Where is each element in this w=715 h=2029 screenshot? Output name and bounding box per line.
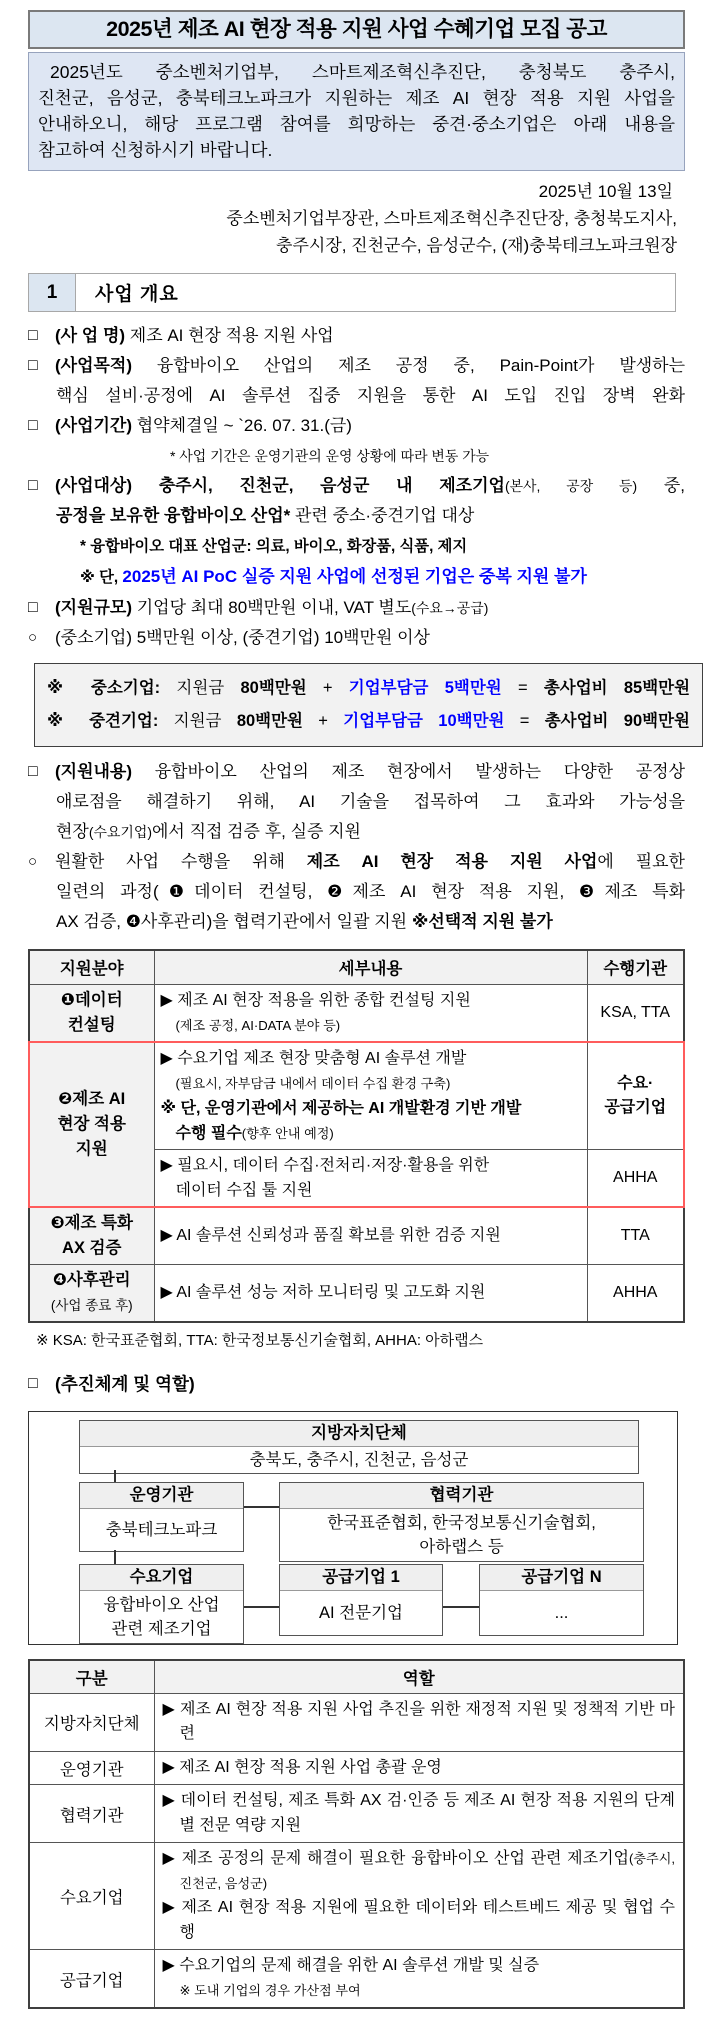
overview-line-continuation: AX 검증, ❹사후관리)을 협력기관에서 일괄 지원 ※선택적 지원 불가 bbox=[56, 912, 553, 931]
org-cell: 수요· 공급기업 bbox=[587, 1042, 684, 1150]
overview-line-content: □ (지원내용) 융합바이오 산업의 제조 현장에서 발생하는 다양한 공정상 bbox=[28, 757, 685, 787]
signers-line-2: 충주시장, 진천군수, 음성군수, (재)충북테크노파크원장 bbox=[276, 236, 677, 255]
document-title: 2025년 제조 AI 현장 적용 지원 사업 수혜기업 모집 공고 bbox=[106, 17, 607, 41]
roles-table-header-row bbox=[29, 1660, 684, 1694]
table-row-post-management: ❹사후관리 (사업 종료 후) ▶ AI 솔루션 성능 저하 모니터링 및 고도화 지원 AHHA bbox=[29, 1264, 684, 1322]
section-1-title: 사업 개요 bbox=[95, 284, 179, 305]
col-header-category: 구분 bbox=[29, 1660, 154, 1694]
col-header-detail: 세부내용 bbox=[154, 950, 587, 984]
org-cell: AHHA bbox=[587, 1149, 684, 1207]
intro-line: 안내하오니, 해당 프로그램 참여를 희망하는 중견·중소기업은 아래 내용을 bbox=[38, 114, 675, 134]
col-header-role: 역할 bbox=[154, 1660, 684, 1694]
square-bullet-icon: □ bbox=[28, 599, 38, 616]
overview-line-minimum: ○ (중소기업) 5백만원 이상, (중견기업) 10백만원 이상 bbox=[28, 623, 685, 653]
org-box-supplier-n: 공급기업 N ... bbox=[479, 1564, 644, 1636]
org-cell: TTA bbox=[587, 1207, 684, 1265]
overview-section bbox=[28, 321, 691, 937]
section-1-header bbox=[28, 273, 676, 312]
cost-line-midsize: ※ 중견기업: 지원금 80백만원 + 기업부담금 10백만원 = 총사업비 90백만원 bbox=[47, 712, 690, 730]
table-row-data-consulting: ❶데이터 컨설팅 ▶ 제조 AI 현장 적용을 위한 종합 컨설팅 지원 (제조 공정, AI·DATA 분야 등) KSA, TTA bbox=[29, 984, 684, 1042]
overview-line-name: □ (사 업 명) 제조 AI 현장 적용 지원 사업 bbox=[28, 321, 685, 351]
roles-row-supplier: 공급기업 ▶ 수요기업의 문제 해결을 위한 AI 솔루션 개발 및 실증 ※ 도내 기업의 경우 가산점 부여 bbox=[29, 1950, 684, 2009]
intro-line: 참고하여 신청하시기 바랍니다. bbox=[38, 140, 273, 160]
overview-line-continuation: 공정을 보유한 융합바이오 산업* 관련 중소·중견기업 대상 bbox=[56, 506, 475, 525]
square-bullet-icon: □ bbox=[28, 417, 38, 434]
section-1-number: 1 bbox=[29, 274, 76, 311]
org-box-partners: 협력기관 한국표준협회, 한국정보통신기술협회, 아하랩스 등 bbox=[279, 1482, 644, 1562]
overview-note-duplicate: ※ 단, 2025년 AI PoC 실증 지원 사업에 선정된 기업은 중복 지원 불가 bbox=[80, 567, 587, 586]
circle-bullet-icon: ○ bbox=[28, 629, 38, 646]
document-title-box bbox=[28, 10, 685, 49]
overview-line-process: ○ 원활한 사업 수행을 위해 제조 AI 현장 적용 지원 사업에 필요한 bbox=[28, 847, 685, 877]
square-bullet-icon: □ bbox=[28, 357, 38, 374]
support-table bbox=[28, 949, 685, 1323]
table-footnote: ※ KSA: 한국표준협회, TTA: 한국정보통신기술협회, AHHA: 아하랩스 bbox=[36, 1331, 484, 1349]
col-header-org: 수행기관 bbox=[587, 950, 684, 984]
intro-line: 진천군, 음성군, 충북테크노파크가 지원하는 제조 AI 현장 적용 지원 사업을 bbox=[38, 88, 675, 108]
overview-line-continuation: 애로점을 해결하기 위해, AI 기술을 접목하여 그 효과와 가능성을 bbox=[56, 792, 685, 811]
org-cell: AHHA bbox=[587, 1264, 684, 1322]
connector-line bbox=[244, 1506, 279, 1508]
roles-row-demand-company: 수요기업 ▶ 제조 공정의 문제 해결이 필요한 융합바이오 산업 관련 제조기업(충주시, 진천군, 음성군) ▶ 제조 AI 현장 적용 지원에 필요한 데이터와 테스트베드 제공 및 협업 수행 bbox=[29, 1843, 684, 1950]
table-row-ax-verification: ❸제조 특화 AX 검증 ▶ AI 솔루션 신뢰성과 품질 확보를 위한 검증 지원 TTA bbox=[29, 1207, 684, 1265]
square-bullet-icon: □ bbox=[28, 763, 38, 780]
connector-line bbox=[114, 1550, 116, 1565]
col-header-field: 지원분야 bbox=[29, 950, 154, 984]
overview-line-purpose: □ (사업목적) 융합바이오 산업의 제조 공정 중, Pain-Point가 발생하는 bbox=[28, 351, 685, 381]
overview-line-continuation: 핵심 설비·공정에 AI 솔루션 집중 지원을 통한 AI 도입 진입 장벽 완화 bbox=[56, 386, 685, 405]
connector-line bbox=[443, 1606, 479, 1608]
org-box-local-gov: 지방자치단체 충북도, 충주시, 진천군, 음성군 bbox=[79, 1420, 639, 1474]
intro-line: 2025년도 중소벤처기업부, 스마트제조혁신추진단, 충청북도 충주시, bbox=[50, 62, 675, 82]
announcement-date: 2025년 10월 13일 bbox=[538, 182, 673, 201]
roles-table bbox=[28, 1659, 685, 2010]
cost-note-box bbox=[34, 663, 703, 747]
table-row-ai-field-apply-b: ▶ 필요시, 데이터 수집·전처리·저장·활용을 위한 데이터 수집 툴 지원 AHHA bbox=[29, 1149, 684, 1207]
overview-line-continuation: 일련의 과정(❶데이터 컨설팅, ❷제조 AI 현장 적용 지원, ❸제조 특화 bbox=[56, 882, 685, 901]
cost-line-sme: ※ 중소기업: 지원금 80백만원 + 기업부담금 5백만원 = 총사업비 85백만원 bbox=[47, 679, 691, 697]
circle-bullet-icon: ○ bbox=[28, 853, 38, 870]
roles-row-partners: 협력기관 ▶ 데이터 컨설팅, 제조 특화 AX 검·인증 등 제조 AI 현장 적용 지원의 단계별 전문 역량 지원 bbox=[29, 1785, 684, 1843]
table-row-ai-field-apply-a: ❷제조 AI 현장 적용 지원 ▶ 수요기업 제조 현장 맞춤형 AI 솔루션 개발 (필요시, 자부담금 내에서 데이터 수집 환경 구축) ※ 단, 운영기관에서 제공하는 AI 개발환경 기반 개발 수행 필수(향후 안내 예정) 수요· 공급기업 bbox=[29, 1042, 684, 1150]
roles-row-operator: 운영기관 ▶ 제조 AI 현장 적용 지원 사업 총괄 운영 bbox=[29, 1751, 684, 1785]
org-chart bbox=[28, 1411, 678, 1645]
support-table-header-row bbox=[29, 950, 684, 984]
overview-note-industries: * 융합바이오 대표 산업군: 의료, 바이오, 화장품, 식품, 제지 bbox=[80, 538, 468, 555]
org-box-supplier-1: 공급기업 1 AI 전문기업 bbox=[279, 1564, 443, 1636]
signers-line-1: 중소벤처기업부장관, 스마트제조혁신추진단장, 충청북도지사, bbox=[226, 209, 677, 228]
square-bullet-icon: □ bbox=[28, 327, 38, 344]
overview-line-period: □ (사업기간) 협약체결일 ~ `26. 07. 31.(금) bbox=[28, 411, 685, 441]
org-cell: KSA, TTA bbox=[587, 984, 684, 1042]
connector-line bbox=[244, 1606, 279, 1608]
overview-note-period: * 사업 기간은 운영기관의 운영 상황에 따라 변동 가능 bbox=[170, 448, 490, 464]
roles-row-local-gov: 지방자치단체 ▶ 제조 AI 현장 적용 지원 사업 추진을 위한 재정적 지원 및 정책적 기반 마련 bbox=[29, 1693, 684, 1751]
square-bullet-icon: □ bbox=[28, 477, 38, 494]
intro-box bbox=[28, 52, 685, 171]
overview-line-scale: □ (지원규모) 기업당 최대 80백만원 이내, VAT 별도(수요→공급) bbox=[28, 593, 685, 623]
promotion-heading: □ (추진체계 및 역할) bbox=[28, 1369, 685, 1399]
square-bullet-icon: □ bbox=[28, 1374, 38, 1392]
org-box-demand-company: 수요기업 융합바이오 산업 관련 제조기업 bbox=[79, 1564, 244, 1644]
overview-line-continuation: 현장(수요기업)에서 직접 검증 후, 실증 지원 bbox=[56, 822, 361, 841]
org-box-operator: 운영기관 충북테크노파크 bbox=[79, 1482, 244, 1552]
overview-line-target: □ (사업대상) 충주시, 진천군, 음성군 내 제조기업(본사, 공장 등) 중, bbox=[28, 471, 685, 501]
